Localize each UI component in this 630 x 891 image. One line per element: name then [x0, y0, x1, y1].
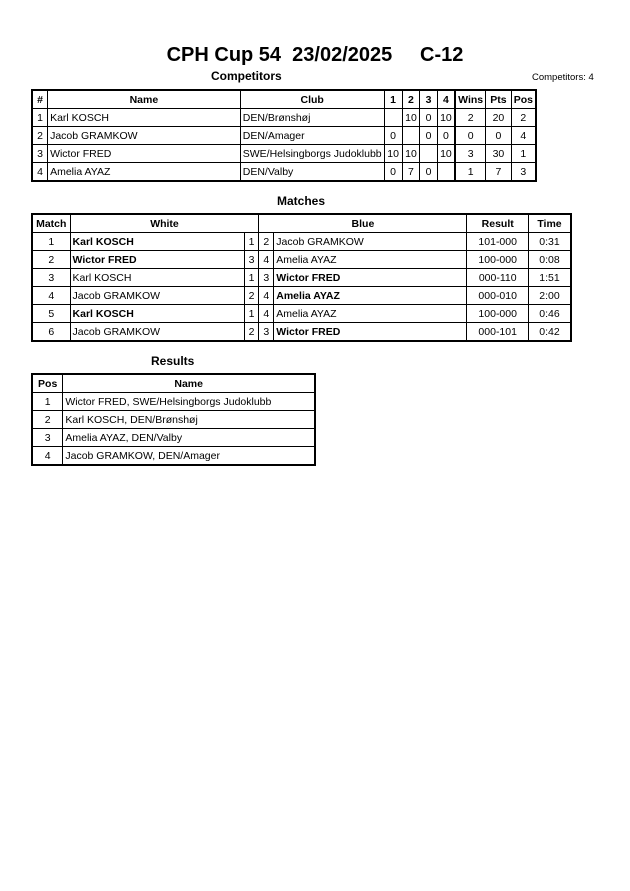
result-position: 4 — [32, 447, 63, 466]
result-name: Wictor FRED, SWE/Helsingborgs Judoklubb — [63, 393, 315, 411]
points-cell: 30 — [486, 145, 512, 163]
score-cell — [420, 145, 437, 163]
blue-number: 4 — [259, 251, 274, 269]
column-header: 1 — [384, 90, 402, 109]
result-position: 2 — [32, 411, 63, 429]
table-row — [32, 305, 571, 323]
wins-cell: 3 — [455, 145, 486, 163]
match-result: 000-101 — [467, 323, 529, 342]
competitor-number: 4 — [32, 163, 48, 182]
position-cell: 4 — [511, 127, 536, 145]
match-time: 0:42 — [528, 323, 571, 342]
white-competitor: Karl KOSCH — [70, 269, 244, 287]
column-header: 2 — [402, 90, 420, 109]
match-number: 6 — [32, 323, 70, 342]
match-time: 0:31 — [528, 233, 571, 251]
white-competitor: Jacob GRAMKOW — [70, 287, 244, 305]
column-header: Match — [32, 214, 70, 233]
wins-cell: 2 — [455, 109, 486, 127]
column-header: 4 — [437, 90, 455, 109]
column-header: Pos — [32, 374, 63, 393]
match-result: 100-000 — [467, 305, 529, 323]
match-time: 0:08 — [528, 251, 571, 269]
score-cell: 0 — [437, 127, 455, 145]
match-result: 000-010 — [467, 287, 529, 305]
competitor-number: 3 — [32, 145, 48, 163]
match-result: 000-110 — [467, 269, 529, 287]
white-number: 1 — [244, 269, 259, 287]
blue-number: 2 — [259, 233, 274, 251]
score-cell: 10 — [402, 109, 420, 127]
position-cell: 1 — [511, 145, 536, 163]
competitor-name: Amelia AYAZ — [48, 163, 241, 182]
competitor-name: Jacob GRAMKOW — [48, 127, 241, 145]
match-number: 2 — [32, 251, 70, 269]
blue-competitor: Wictor FRED — [274, 323, 467, 342]
column-header: Club — [240, 90, 384, 109]
white-number: 3 — [244, 251, 259, 269]
points-cell: 7 — [486, 163, 512, 182]
table-row — [32, 323, 571, 342]
white-number: 2 — [244, 323, 259, 342]
table-row — [32, 287, 571, 305]
position-cell: 2 — [511, 109, 536, 127]
match-number: 3 — [32, 269, 70, 287]
match-result: 100-000 — [467, 251, 529, 269]
score-cell: 7 — [402, 163, 420, 182]
white-number: 1 — [244, 305, 259, 323]
result-position: 1 — [32, 393, 63, 411]
match-result: 101-000 — [467, 233, 529, 251]
competitors-heading: Competitors — [211, 69, 282, 83]
column-header: Name — [48, 90, 241, 109]
table-row — [32, 429, 315, 447]
white-competitor: Jacob GRAMKOW — [70, 323, 244, 342]
match-number: 1 — [32, 233, 70, 251]
results-table — [31, 373, 316, 466]
wins-cell: 0 — [455, 127, 486, 145]
table-row — [32, 251, 571, 269]
table-row — [32, 233, 571, 251]
competitor-club: DEN/Brønshøj — [240, 109, 384, 127]
white-competitor: Wictor FRED — [70, 251, 244, 269]
column-header: Pts — [486, 90, 512, 109]
competitor-number: 1 — [32, 109, 48, 127]
blue-number: 4 — [259, 287, 274, 305]
column-header: Result — [467, 214, 529, 233]
result-name: Amelia AYAZ, DEN/Valby — [63, 429, 315, 447]
table-row — [32, 163, 536, 182]
blue-number: 3 — [259, 269, 274, 287]
table-row — [32, 109, 536, 127]
competitors-header-row — [32, 90, 536, 109]
score-cell: 10 — [402, 145, 420, 163]
score-cell: 0 — [420, 127, 437, 145]
column-header: # — [32, 90, 48, 109]
matches-table — [31, 213, 572, 342]
table-row — [32, 411, 315, 429]
page-title: CPH Cup 54 23/02/2025 C-12 — [166, 44, 464, 66]
match-time: 0:46 — [528, 305, 571, 323]
blue-competitor: Wictor FRED — [274, 269, 467, 287]
result-position: 3 — [32, 429, 63, 447]
score-cell: 10 — [384, 145, 402, 163]
score-cell: 10 — [437, 109, 455, 127]
points-cell: 20 — [486, 109, 512, 127]
competitors-count: Competitors: 4 — [532, 72, 594, 83]
table-row — [32, 447, 315, 466]
result-name: Jacob GRAMKOW, DEN/Amager — [63, 447, 315, 466]
competitors-table — [31, 89, 537, 182]
column-header: Blue — [259, 214, 467, 233]
competitor-name: Karl KOSCH — [48, 109, 241, 127]
score-cell: 0 — [384, 163, 402, 182]
score-cell: 0 — [384, 127, 402, 145]
column-header: White — [70, 214, 259, 233]
blue-number: 4 — [259, 305, 274, 323]
score-cell: 0 — [420, 109, 437, 127]
white-competitor: Karl KOSCH — [70, 233, 244, 251]
blue-competitor: Amelia AYAZ — [274, 287, 467, 305]
matches-header-row — [32, 214, 571, 233]
column-header: 3 — [420, 90, 437, 109]
table-row — [32, 269, 571, 287]
score-cell: 10 — [437, 145, 455, 163]
score-cell: 0 — [420, 163, 437, 182]
competitor-name: Wictor FRED — [48, 145, 241, 163]
white-competitor: Karl KOSCH — [70, 305, 244, 323]
blue-competitor: Amelia AYAZ — [274, 251, 467, 269]
results-heading: Results — [151, 354, 195, 368]
result-name: Karl KOSCH, DEN/Brønshøj — [63, 411, 315, 429]
white-number: 2 — [244, 287, 259, 305]
match-time: 2:00 — [528, 287, 571, 305]
competitor-club: SWE/Helsingborgs Judoklubb — [240, 145, 384, 163]
column-header: Name — [63, 374, 315, 393]
score-cell — [437, 163, 455, 182]
column-header: Time — [528, 214, 571, 233]
blue-competitor: Jacob GRAMKOW — [274, 233, 467, 251]
table-row — [32, 127, 536, 145]
competitor-club: DEN/Amager — [240, 127, 384, 145]
white-number: 1 — [244, 233, 259, 251]
matches-heading: Matches — [277, 194, 326, 208]
table-row — [32, 393, 315, 411]
competitor-club: DEN/Valby — [240, 163, 384, 182]
table-row — [32, 145, 536, 163]
column-header: Pos — [511, 90, 536, 109]
results-header-row — [32, 374, 315, 393]
match-number: 4 — [32, 287, 70, 305]
score-cell — [402, 127, 420, 145]
blue-number: 3 — [259, 323, 274, 342]
match-number: 5 — [32, 305, 70, 323]
score-cell — [384, 109, 402, 127]
blue-competitor: Amelia AYAZ — [274, 305, 467, 323]
column-header: Wins — [455, 90, 486, 109]
match-time: 1:51 — [528, 269, 571, 287]
points-cell: 0 — [486, 127, 512, 145]
wins-cell: 1 — [455, 163, 486, 182]
competitor-number: 2 — [32, 127, 48, 145]
position-cell: 3 — [511, 163, 536, 182]
